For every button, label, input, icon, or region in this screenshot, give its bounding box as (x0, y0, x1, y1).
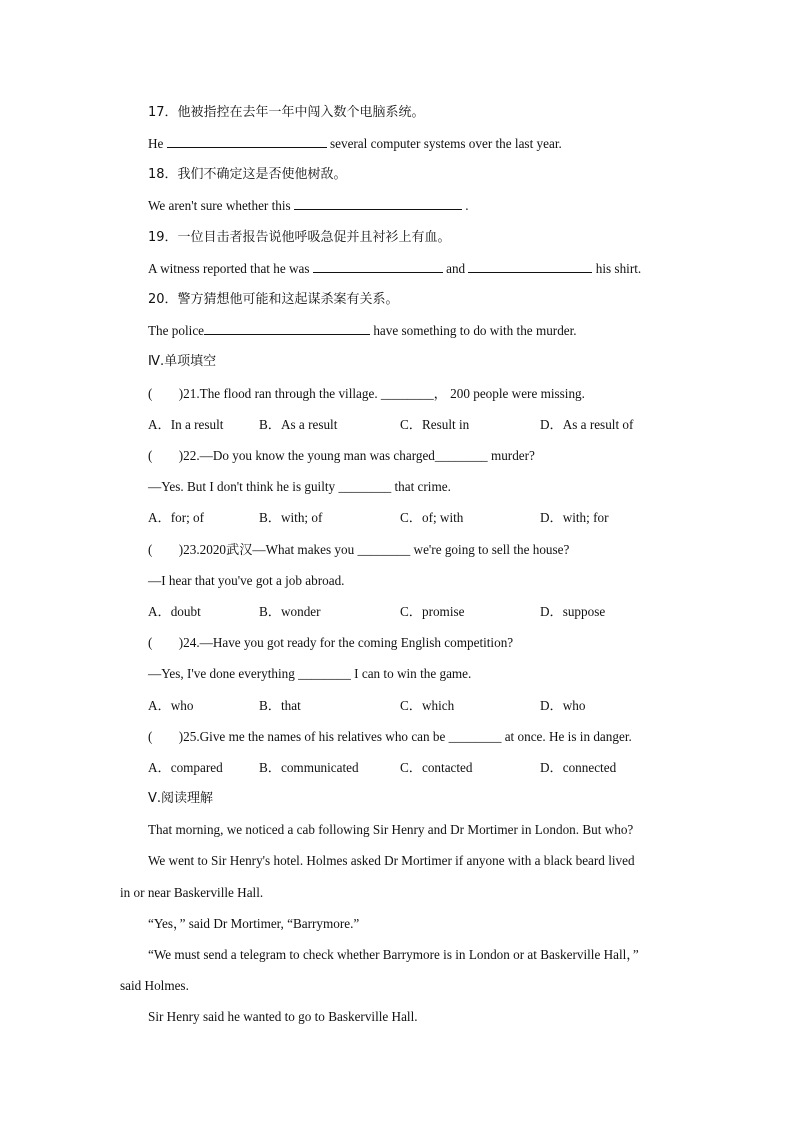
option-c[interactable]: C．which (400, 698, 455, 713)
question-22-stem-reply: —Yes. But I don't think he is guilty ________ that crime. (148, 479, 451, 494)
translation-18-answer: We aren't sure whether this . (148, 198, 469, 213)
option-b[interactable]: B．As a result (259, 417, 338, 432)
answer-blank[interactable] (294, 197, 462, 210)
option-d[interactable]: D．As a result of (540, 417, 634, 432)
answer-blank[interactable] (167, 135, 327, 148)
question-23-stem: ( )23.2020武汉—What makes you ________ we're going to sell the house? (148, 542, 570, 557)
answer-blank[interactable] (313, 260, 443, 273)
option-d[interactable]: D．connected (540, 760, 617, 775)
option-d[interactable]: D．with; for (540, 510, 609, 525)
question-21-stem: ( )21.The flood ran through the village. ________， 200 people were missing. (148, 386, 585, 401)
option-a[interactable]: A．for; of (148, 510, 205, 525)
question-23-stem-reply: —I hear that you've got a job abroad. (148, 573, 345, 588)
question-24-stem-reply: —Yes, I've done everything ________ I can to win the game. (148, 666, 472, 681)
option-b[interactable]: B．with; of (259, 510, 323, 525)
translation-18-prompt: 18．我们不确定这是否使他树敌。 (148, 167, 347, 182)
option-a[interactable]: A．compared (148, 760, 223, 775)
option-a[interactable]: A．who (148, 698, 194, 713)
translation-20-prompt: 20．警方猜想他可能和这起谋杀案有关系。 (148, 292, 399, 307)
section-title-iv: Ⅳ.单项填空 (148, 354, 217, 369)
reading-paragraph: “We must send a telegram to check whether Barrymore is in London or at Baskerville Hall，” (148, 947, 639, 962)
answer-blank[interactable] (204, 322, 370, 335)
reading-paragraph: Sir Henry said he wanted to go to Baskerville Hall. (148, 1009, 418, 1024)
section-title-v: Ⅴ.阅读理解 (148, 791, 214, 806)
reading-paragraph-cont: said Holmes. (120, 978, 189, 993)
translation-17-prompt: 17．他被指控在去年一年中闯入数个电脑系统。 (148, 105, 425, 120)
reading-paragraph: We went to Sir Henry's hotel. Holmes asked Dr Mortimer if anyone with a black beard lived (148, 853, 635, 868)
translation-17-answer: He several computer systems over the last year. (148, 136, 562, 151)
option-d[interactable]: D．suppose (540, 604, 606, 619)
translation-20-answer: The police have something to do with the murder. (148, 323, 577, 338)
option-c[interactable]: C．Result in (400, 417, 470, 432)
option-b[interactable]: B．communicated (259, 760, 359, 775)
question-22-stem: ( )22.—Do you know the young man was charged________ murder? (148, 448, 535, 463)
option-a[interactable]: A．doubt (148, 604, 201, 619)
option-d[interactable]: D．who (540, 698, 586, 713)
option-c[interactable]: C．of; with (400, 510, 464, 525)
reading-paragraph: That morning, we noticed a cab following Sir Henry and Dr Mortimer in London. But who? (148, 822, 634, 837)
answer-blank[interactable] (468, 260, 592, 273)
option-c[interactable]: C．promise (400, 604, 465, 619)
option-b[interactable]: B．wonder (259, 604, 321, 619)
question-24-stem: ( )24.—Have you got ready for the coming English competition? (148, 635, 514, 650)
option-c[interactable]: C．contacted (400, 760, 473, 775)
option-b[interactable]: B．that (259, 698, 301, 713)
translation-19-prompt: 19．一位目击者报告说他呼吸急促并且衬衫上有血。 (148, 230, 451, 245)
reading-paragraph: “Yes，” said Dr Mortimer, “Barrymore.” (148, 916, 360, 931)
question-25-stem: ( )25.Give me the names of his relatives who can be ________ at once. He is in danger. (148, 729, 632, 744)
option-a[interactable]: A．In a result (148, 417, 224, 432)
reading-paragraph-cont: in or near Baskerville Hall. (120, 885, 264, 900)
translation-19-answer: A witness reported that he was and his shirt. (148, 261, 642, 276)
